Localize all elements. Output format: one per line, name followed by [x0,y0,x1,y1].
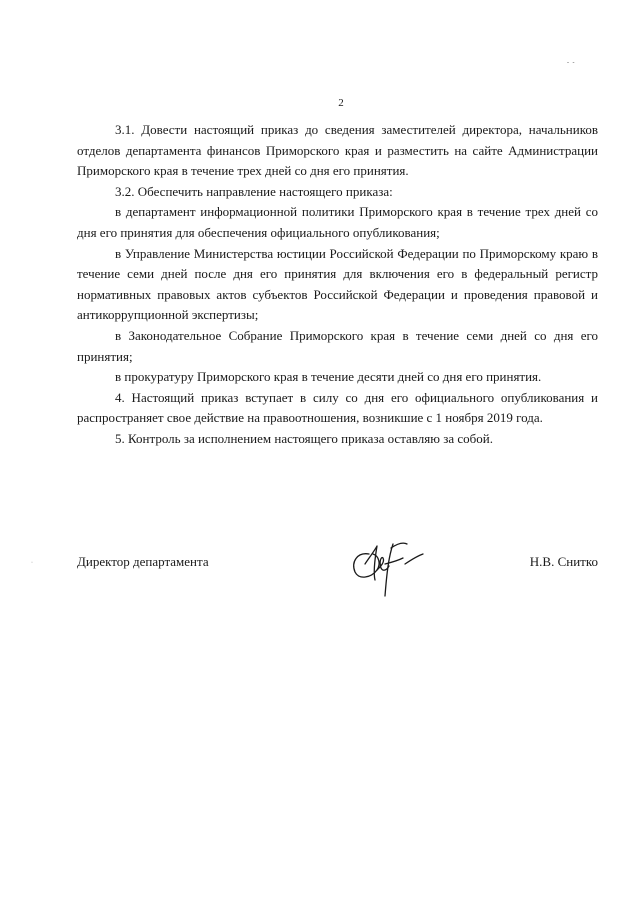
paragraph-info-policy: в департамент информационной политики Приморского края в течение трех дней со дня его принятия для обеспечения официального опубликования; [77,204,598,240]
document-body [77,120,598,450]
handwritten-signature-icon [347,536,437,600]
paragraph-prosecutor: в прокуратуру Приморского края в течение десяти дней со дня его принятия. [115,369,542,385]
paragraph-5: 5. Контроль за исполнением настоящего приказа оставляю за собой. [115,430,493,446]
paragraph-4: 4. Настоящий приказ вступает в силу со дня его официального опубликования и распространяет свое действие на правоотношения, возникшие с 1 ноября 2019 года. [77,389,598,426]
page-number: 2 [338,97,344,109]
signature-block [77,550,598,590]
paragraph-3-2: 3.2. Обеспечить направление настоящего приказа: [115,183,393,199]
signatory-name: Н.В. Снитко [529,554,598,569]
scan-corner-mark: - - [567,60,576,66]
signatory-position: Директор департамента [77,554,209,569]
paragraph-3-1: 3.1. Довести настоящий приказ до сведения заместителей директора, начальников отделов департамента финансов Приморского края и разместить на сайте Администрации Приморского края в течение трех дней со дня его принятия. [77,122,598,179]
paragraph-legislative-assembly: в Законодательное Собрание Приморского края в течение семи дней со дня его принятия; [77,327,598,364]
scan-side-mark: · [31,560,33,566]
paragraph-justice-ministry: в Управление Министерства юстиции Российской Федерации по Приморскому краю в течение семи дней после дня его принятия для включения его в федеральный регистр нормативных правовых актов субъектов Российской Федерации и проведения правовой и антикоррупционной экспертизы; [77,245,598,323]
